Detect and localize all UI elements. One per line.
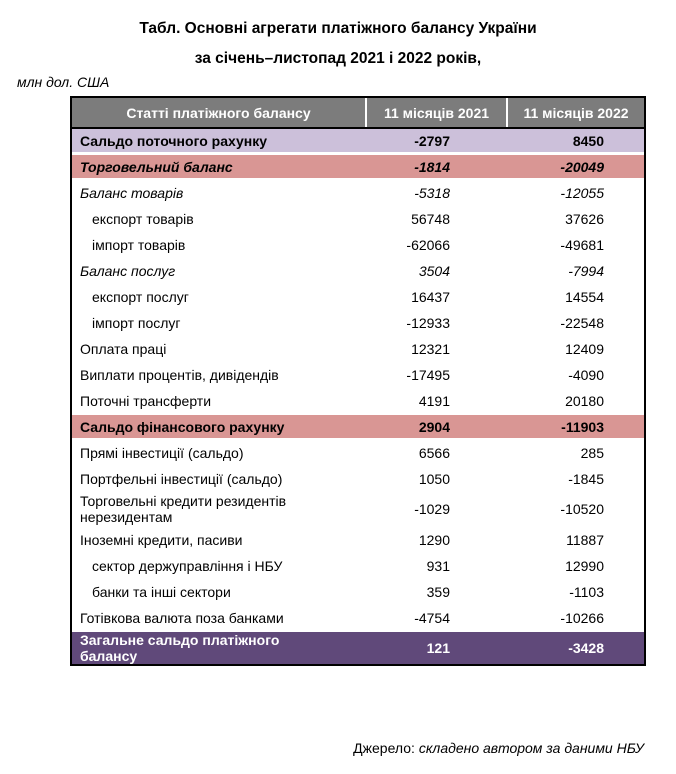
col-header-2022: 11 місяців 2022	[506, 98, 644, 127]
value-2021: 3504	[418, 262, 450, 279]
value-2021: 2904	[418, 418, 450, 435]
table-row-goods-import	[72, 233, 644, 259]
unit-label: млн дол. США	[17, 74, 110, 90]
title-line-1: Табл. Основні агрегати платіжного балансу України	[139, 20, 537, 37]
row-label: Поточні трансферти	[80, 392, 212, 409]
row-label: Оплата праці	[80, 340, 167, 357]
table-row-government-nbu-sector	[72, 554, 644, 580]
row-label: експорт товарів	[92, 210, 194, 227]
row-label: Прямі інвестиції (сальдо)	[80, 444, 244, 461]
value-2021: -1029	[414, 501, 450, 517]
value-2022: -20049	[560, 158, 604, 175]
table-row-interest-dividends	[72, 363, 644, 389]
row-label: Виплати процентів, дивідендів	[80, 366, 279, 383]
value-2022: -22548	[560, 314, 604, 331]
source-text: складено автором за даними НБУ	[418, 740, 644, 756]
value-2021: 16437	[411, 288, 450, 305]
value-2022: 14554	[565, 288, 604, 305]
value-2022: 285	[580, 444, 604, 461]
value-2021: 56748	[411, 210, 450, 227]
row-label: Іноземні кредити, пасиви	[80, 531, 243, 548]
value-2022: -12055	[560, 184, 604, 201]
row-label: імпорт товарів	[92, 236, 186, 253]
table-row-financial-account	[72, 415, 644, 441]
value-2022: 12409	[565, 340, 604, 357]
source-note	[0, 740, 644, 756]
col-header-items: Статті платіжного балансу	[126, 104, 311, 121]
row-label: Готівкова валюта поза банками	[80, 609, 284, 626]
row-label: Торговельні кредити резидентів нерезидентам	[80, 493, 287, 525]
value-2022: -4090	[568, 366, 604, 383]
value-2021: -62066	[406, 236, 450, 253]
table-row-services-export	[72, 285, 644, 311]
value-2021: -12933	[406, 314, 450, 331]
table-row-total-balance	[72, 632, 644, 664]
row-label: Баланс товарів	[80, 184, 184, 201]
table-row-current-transfers	[72, 389, 644, 415]
table-row-cash-outside-banks	[72, 606, 644, 632]
source-prefix: Джерело:	[353, 740, 419, 756]
col-header-2021: 11 місяців 2021	[365, 98, 506, 127]
row-label: імпорт послуг	[92, 314, 181, 331]
table-row-wages	[72, 337, 644, 363]
value-2021: -2797	[414, 132, 450, 149]
row-label: Портфельні інвестиції (сальдо)	[80, 470, 283, 487]
value-2021: 1050	[418, 470, 450, 487]
value-2021: -5318	[414, 184, 450, 201]
value-2022: -11903	[561, 418, 604, 435]
table-row-services-balance	[72, 259, 644, 285]
table-row-direct-investments	[72, 441, 644, 467]
value-2021: 121	[426, 640, 450, 656]
value-2021: 12321	[411, 340, 450, 357]
page-title	[0, 14, 676, 74]
table-header-row	[72, 98, 644, 129]
table-row-goods-balance	[72, 181, 644, 207]
value-2022: 8450	[572, 132, 604, 149]
balance-table	[70, 96, 646, 666]
table-row-trade-balance	[72, 155, 644, 181]
value-2022: -1845	[568, 470, 604, 487]
value-2022: 11887	[566, 531, 604, 548]
row-label: Сальдо поточного рахунку	[80, 132, 267, 149]
value-2022: -10520	[560, 501, 604, 517]
value-2021: -17495	[406, 366, 450, 383]
value-2022: -1103	[569, 583, 604, 600]
value-2022: -10266	[560, 609, 604, 626]
row-label: банки та інші сектори	[92, 583, 231, 600]
row-label: Загальне сальдо платіжного балансу	[80, 632, 280, 664]
value-2021: 931	[426, 557, 450, 574]
table-row-banks-other-sectors	[72, 580, 644, 606]
title-line-2: за січень–листопад 2021 і 2022 років,	[194, 50, 482, 67]
table-row-portfolio-investments	[72, 467, 644, 493]
value-2022: -7994	[568, 262, 604, 279]
value-2021: 6566	[418, 444, 450, 461]
row-label: експорт послуг	[92, 288, 189, 305]
value-2022: 20180	[565, 392, 604, 409]
row-label: сектор держуправління і НБУ	[92, 557, 283, 574]
table-row-current-account	[72, 129, 644, 155]
value-2021: 1290	[418, 531, 450, 548]
value-2022: -3428	[568, 640, 604, 656]
row-label: Сальдо фінансового рахунку	[80, 418, 285, 435]
value-2022: -49681	[560, 236, 604, 253]
table-row-trade-credits	[72, 493, 644, 528]
value-2021: -1814	[414, 158, 450, 175]
table-row-services-import	[72, 311, 644, 337]
value-2021: -4754	[414, 609, 450, 626]
row-label: Баланс послуг	[80, 262, 176, 279]
table-row-goods-export	[72, 207, 644, 233]
value-2022: 12990	[565, 557, 604, 574]
row-label: Торговельний баланс	[80, 158, 233, 175]
table-row-foreign-credits	[72, 528, 644, 554]
value-2021: 359	[426, 583, 450, 600]
value-2021: 4191	[418, 392, 450, 409]
value-2022: 37626	[565, 210, 604, 227]
